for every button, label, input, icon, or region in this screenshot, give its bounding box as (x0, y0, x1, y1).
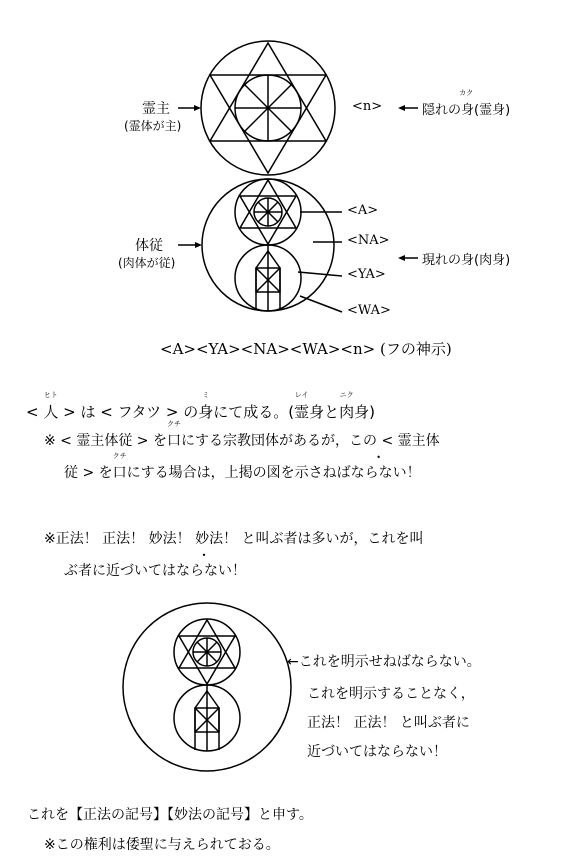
main-symbol-diagram (0, 0, 581, 330)
diagram2-line4: 近づいてはならない！ (307, 744, 447, 760)
label-NA: <NA> (347, 233, 390, 248)
paragraph1-line1: < ヒト 人 > は < フタツ > の ミ 身にて成る。( レイ 霊身と ニク 肉身) (26, 391, 375, 421)
label-n: <n> (352, 99, 383, 114)
footer-line1: これを【正法の記号】【妙法の記号】と申す。 (27, 807, 313, 823)
label-araware: 現れの身(肉身) (422, 253, 511, 268)
paragraph2-line2: ぶ者に近づいてはならない！ (64, 563, 246, 579)
diagram2-line3: 正法！ 正法！ と叫ぶ者に (307, 715, 470, 731)
label-A: <A> (347, 203, 379, 218)
label-reishu-sub: (霊体が主) (124, 119, 182, 133)
label-taiju-sub: (肉体が従) (118, 256, 176, 270)
label-taiju: 体従 (135, 238, 163, 254)
paragraph1-note-line1: ※ < 霊主体従 > を クチ 口にする宗教団体があるが，この < 霊主体 (44, 420, 440, 449)
diagram2-line1: ←これを明示せねばならない。 (287, 654, 481, 670)
label-kakure: カク 隠れの身(霊身) (422, 89, 511, 118)
label-YA: <YA> (347, 267, 386, 282)
paragraph2-line1: ※正法！ 正法！ 妙法！ 妙法！ と叫ぶ者は多いが，これを叫 (44, 531, 424, 547)
label-reishu: 霊主 (142, 101, 170, 117)
diagram-caption: <A><YA><NA><WA><n> (フの神示) (160, 340, 452, 358)
secondary-symbol-diagram (120, 600, 300, 775)
label-WA: <WA> (347, 303, 391, 318)
diagram2-line2: これを明示することなく， (307, 686, 475, 702)
footer-line2: ※この権利は倭聖に与えられておる。 (44, 837, 280, 853)
paragraph1-note-line2: 従 > を クチ 口にする場合は，上掲の図を示さねばならない！ (64, 452, 421, 481)
